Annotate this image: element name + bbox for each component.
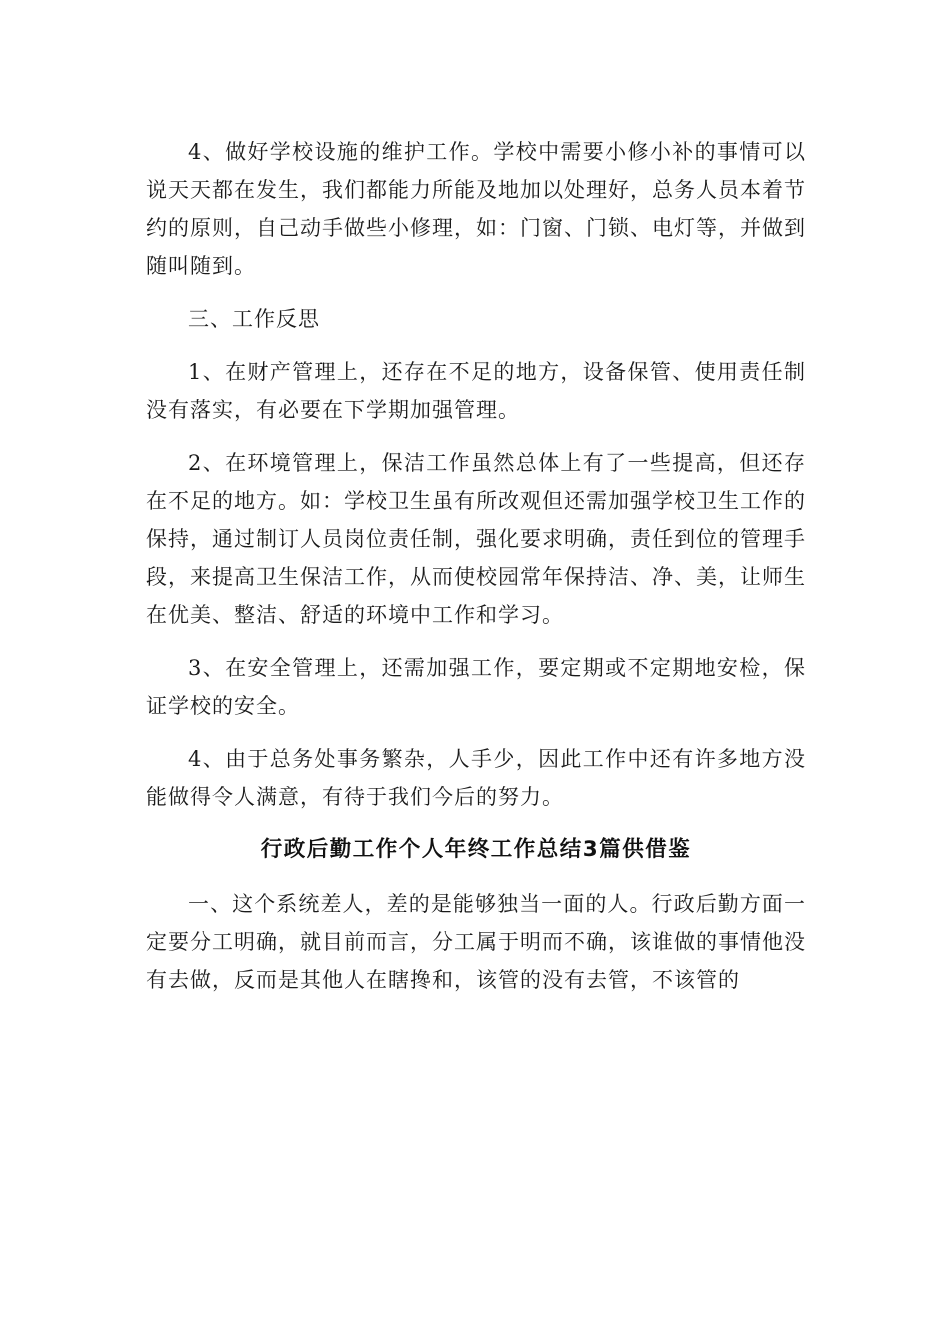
paragraph-facility-maintenance: 4、做好学校设施的维护工作。学校中需要小修小补的事情可以说天天都在发生，我们都能力所能及地加以处理好，总务人员本着节约的原则，自己动手做些小修理，如：门窗、门锁、电灯等，并做到随叫随到。	[146, 140, 806, 278]
paragraph-safety-management: 3、在安全管理上，还需加强工作，要定期或不定期地安检，保证学校的安全。	[146, 656, 806, 718]
document-body	[146, 133, 806, 1014]
paragraph-section-work-reflection: 三、工作反思	[188, 307, 320, 331]
paragraph-environment-management: 2、在环境管理上，保洁工作虽然总体上有了一些提高，但还存在不足的地方。如：学校卫生虽有所改观但还需加强学校卫生工作的保持，通过制订人员岗位责任制，强化要求明确，责任到位的管理手段，来提高卫生保洁工作，从而使校园常年保持洁、净、美，让师生在优美、整洁、舒适的环境中工作和学习。	[146, 451, 806, 627]
paragraph-property-management: 1、在财产管理上，还存在不足的地方，设备保管、使用责任制没有落实，有必要在下学期加强管理。	[146, 360, 806, 422]
paragraph-system-staffing: 一、这个系统差人，差的是能够独当一面的人。行政后勤方面一定要分工明确，就目前而言，分工属于明而不确，该谁做的事情他没有去做，反而是其他人在瞎搀和，该管的没有去管，不该管的	[146, 892, 806, 992]
paragraph-general-affairs: 4、由于总务处事务繁杂，人手少，因此工作中还有许多地方没能做得令人满意，有待于我们今后的努力。	[146, 747, 806, 809]
section-title: 行政后勤工作个人年终工作总结3篇供借鉴	[260, 837, 692, 862]
